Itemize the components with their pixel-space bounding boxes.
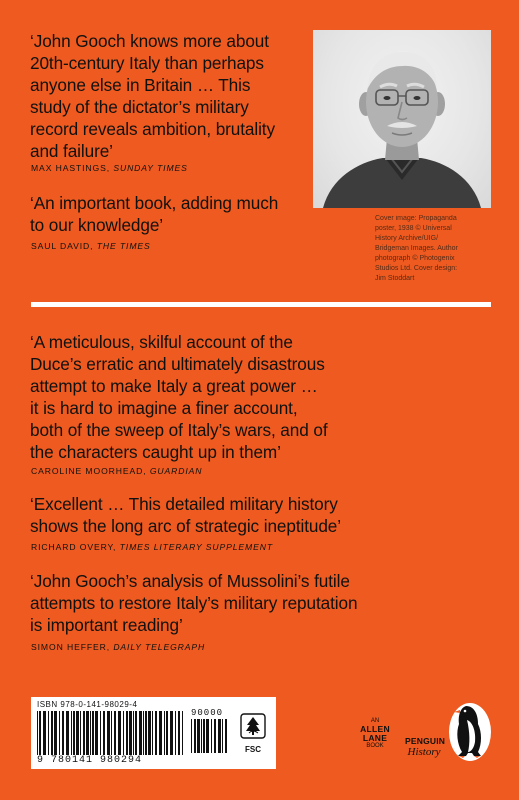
attribution-david	[31, 241, 151, 251]
isbn-label: ISBN 978-0-141-98029-4	[37, 700, 138, 709]
imprint-book: BOOK	[366, 743, 384, 749]
author-portrait-icon	[313, 30, 491, 208]
barcode-bar	[114, 711, 116, 755]
barcode-bar	[225, 719, 227, 753]
series-publisher: PENGUIN	[405, 736, 446, 746]
quote-line: shows the long arc of strategic ineptitude’	[30, 516, 341, 536]
barcode-bar	[59, 711, 60, 755]
quote-line: ‘Excellent … This detailed military history	[30, 494, 338, 514]
credit-line: Cover image: Propaganda	[375, 215, 457, 222]
barcode-bar	[152, 711, 153, 755]
barcode-bar	[54, 711, 57, 755]
quote-line: ‘A meticulous, skilful account of the	[30, 332, 293, 352]
price-code: 90000	[191, 708, 224, 718]
barcode-bar	[214, 719, 216, 753]
fsc-logo	[236, 713, 270, 754]
attribution-moorhead	[31, 466, 202, 476]
barcode-bar	[71, 711, 72, 755]
penguin-logo-icon	[446, 698, 494, 762]
quote-heffer	[30, 570, 357, 636]
barcode-bar	[175, 711, 176, 755]
divider-rule	[31, 302, 491, 307]
barcode-bar	[86, 711, 89, 755]
barcode-bar	[135, 711, 137, 755]
barcode-bar	[43, 711, 46, 755]
barcode-bar	[90, 711, 91, 755]
barcode-bar	[123, 711, 124, 755]
quote-line: 20th-century Italy than perhaps	[30, 53, 264, 73]
barcode-bar	[182, 711, 183, 755]
quote-line: the characters caught up in them’	[30, 442, 281, 462]
barcode-bar	[37, 711, 38, 755]
barcode-bar	[211, 719, 212, 753]
barcode-bar	[73, 711, 75, 755]
attribution-author: MAX HASTINGS,	[31, 163, 114, 173]
quote-line: attempts to restore Italy’s military reputation	[30, 593, 358, 613]
barcode-bar	[48, 711, 49, 755]
quote-line: ‘John Gooch knows more about	[30, 31, 269, 51]
quote-overy	[30, 493, 341, 537]
barcode-bar	[107, 711, 110, 755]
barcode-bar	[139, 711, 142, 755]
quote-hastings	[30, 30, 275, 162]
barcode-bar	[143, 711, 144, 755]
attribution-author: CAROLINE MOORHEAD,	[31, 466, 150, 476]
barcode-bar	[201, 719, 202, 753]
attribution-source: TIMES LITERARY SUPPLEMENT	[119, 542, 273, 552]
barcode-bar	[83, 711, 85, 755]
attribution-source: DAILY TELEGRAPH	[113, 642, 206, 652]
quote-line: ‘John Gooch’s analysis of Mussolini’s futile	[30, 571, 350, 591]
barcode-bar	[178, 711, 180, 755]
series-label	[405, 736, 446, 758]
barcode-bar	[51, 711, 53, 755]
barcode-bar	[148, 711, 151, 755]
attribution-author: SAUL DAVID,	[31, 241, 97, 251]
isbn-digits: 9 780141 980294	[37, 755, 143, 766]
allen-lane-imprint	[355, 718, 395, 750]
credit-line: History Archive/UIG/	[375, 235, 439, 242]
series-name: History	[407, 746, 441, 758]
barcode-bar	[39, 711, 41, 755]
barcode-bar	[145, 711, 147, 755]
imprint-an: AN	[370, 718, 380, 724]
attribution-source: GUARDIAN	[149, 466, 203, 476]
barcode-bar	[95, 711, 98, 755]
barcode-bar	[80, 711, 81, 755]
barcode-panel	[31, 697, 276, 769]
attribution-source: SUNDAY TIMES	[113, 163, 188, 173]
imprint-lane: LANE	[362, 733, 388, 743]
quote-line: ‘An important book, adding much	[30, 193, 279, 213]
barcode-bar	[129, 711, 132, 755]
barcode-bar	[191, 719, 192, 753]
quote-line: attempt to make Italy a great power …	[30, 376, 318, 396]
barcode-bar	[222, 719, 223, 753]
quote-line: and failure’	[30, 141, 113, 161]
quote-line: Duce’s erratic and ultimately disastrous	[30, 354, 325, 374]
barcode-bar	[111, 711, 112, 755]
author-photo	[313, 30, 491, 208]
cover-credit	[375, 214, 493, 284]
quote-line: to our knowledge’	[30, 215, 164, 235]
quote-line: study of the dictator’s military	[30, 97, 249, 117]
attribution-author: RICHARD OVERY,	[31, 542, 120, 552]
barcode-bar	[118, 711, 121, 755]
quote-line: is important reading’	[30, 615, 183, 635]
barcode-bar	[76, 711, 79, 755]
quote-line: anyone else in Britain … This	[30, 75, 251, 95]
attribution-heffer	[31, 642, 205, 652]
imprint-allen: ALLEN	[360, 724, 390, 734]
barcode-bar	[197, 719, 200, 753]
quote-david	[30, 192, 278, 236]
barcode-bar	[218, 719, 221, 753]
attribution-hastings	[31, 163, 188, 173]
barcode-bar	[194, 719, 196, 753]
credit-line: poster, 1938 © Universal	[375, 225, 452, 232]
barcode-bar	[155, 711, 157, 755]
barcode-bar	[133, 711, 134, 755]
quote-line: record reveals ambition, brutality	[30, 119, 275, 139]
barcode-bar	[62, 711, 64, 755]
barcode-bar	[159, 711, 162, 755]
barcode-bar	[166, 711, 168, 755]
quote-moorhead	[30, 331, 328, 463]
credit-line: Bridgeman Images. Author	[375, 245, 458, 252]
barcode-bar	[206, 719, 209, 753]
fsc-tree-icon	[240, 713, 266, 739]
barcode-bar	[164, 711, 165, 755]
credit-line: Jim Stoddart	[375, 275, 415, 282]
attribution-author: SIMON HEFFER,	[31, 642, 114, 652]
barcode-bars	[37, 711, 185, 755]
attribution-source: THE TIMES	[96, 241, 151, 251]
barcode-bar	[66, 711, 69, 755]
barcode-bar	[103, 711, 105, 755]
barcode-bar	[170, 711, 173, 755]
credit-line: Studios Ltd. Cover design:	[375, 265, 458, 272]
fsc-label: FSC	[245, 745, 261, 754]
price-barcode-bars	[191, 719, 231, 755]
barcode-bar	[92, 711, 94, 755]
credit-line: photograph © Photogenix	[375, 255, 455, 262]
barcode-bar	[100, 711, 101, 755]
barcode-bar	[203, 719, 205, 753]
quote-line: both of the sweep of Italy’s wars, and of	[30, 420, 328, 440]
attribution-overy	[31, 542, 273, 552]
quote-line: it is hard to imagine a finer account,	[30, 398, 298, 418]
barcode-bar	[126, 711, 128, 755]
